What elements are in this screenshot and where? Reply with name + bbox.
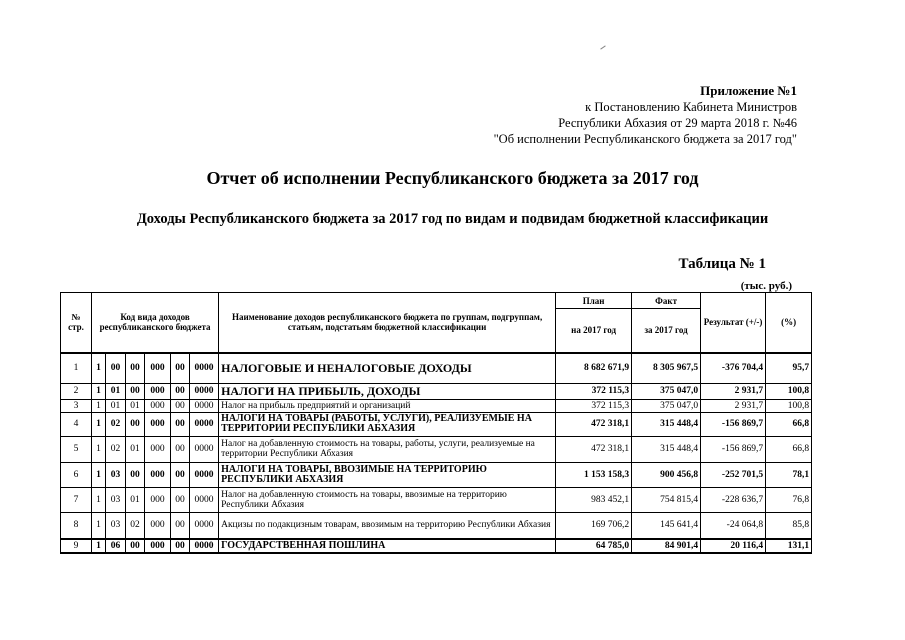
row-num: 2 <box>61 383 92 399</box>
row-plan: 169 706,2 <box>556 512 632 539</box>
code-part: 00 <box>126 462 145 487</box>
code-part: 00 <box>171 539 190 553</box>
row-fact: 375 047,0 <box>632 383 701 399</box>
row-pct: 85,8 <box>766 512 812 539</box>
code-part: 03 <box>106 487 126 512</box>
header-result: Результат (+/-) <box>701 293 766 353</box>
row-result: -156 869,7 <box>701 436 766 462</box>
row-pct: 78,1 <box>766 462 812 487</box>
code-part: 01 <box>106 399 126 412</box>
code-part: 000 <box>145 539 171 553</box>
appendix-line1: Приложение №1 <box>700 83 797 98</box>
row-pct: 100,8 <box>766 399 812 412</box>
header-code: Код вида доходов республиканского бюджета <box>92 293 219 353</box>
row-num: 1 <box>61 353 92 384</box>
income-table <box>60 292 812 554</box>
row-fact: 315 448,4 <box>632 436 701 462</box>
row-num: 9 <box>61 539 92 553</box>
table-row <box>61 512 812 539</box>
table-label: Таблица № 1 <box>678 256 766 272</box>
table-row <box>61 462 812 487</box>
row-fact: 84 901,4 <box>632 539 701 553</box>
code-part: 1 <box>92 487 106 512</box>
row-name: НАЛОГОВЫЕ И НЕНАЛОГОВЫЕ ДОХОДЫ <box>219 353 556 384</box>
header-pct: (%) <box>766 293 812 353</box>
row-name: Налог на добавленную стоимость на товары, ввозимые на территорию Республики Абхазия <box>219 487 556 512</box>
row-pct: 131,1 <box>766 539 812 553</box>
code-part: 0000 <box>190 436 219 462</box>
row-fact: 375 047,0 <box>632 399 701 412</box>
row-num: 7 <box>61 487 92 512</box>
code-part: 000 <box>145 512 171 539</box>
row-pct: 100,8 <box>766 383 812 399</box>
header-num: № стр. <box>61 293 92 353</box>
table-row <box>61 412 812 436</box>
code-part: 00 <box>171 462 190 487</box>
code-part: 00 <box>126 539 145 553</box>
table-row <box>61 399 812 412</box>
code-part: 00 <box>126 383 145 399</box>
code-part: 06 <box>106 539 126 553</box>
row-plan: 372 115,3 <box>556 383 632 399</box>
code-part: 01 <box>126 399 145 412</box>
table-row <box>61 383 812 399</box>
code-part: 01 <box>106 383 126 399</box>
document-title: Отчет об исполнении Республиканского бюджета за 2017 год <box>206 168 699 188</box>
code-part: 1 <box>92 399 106 412</box>
units-label: (тыс. руб.) <box>740 280 792 292</box>
row-plan: 472 318,1 <box>556 436 632 462</box>
row-pct: 95,7 <box>766 353 812 384</box>
header-fact: Факт <box>632 293 701 309</box>
code-part: 01 <box>126 487 145 512</box>
row-fact: 754 815,4 <box>632 487 701 512</box>
code-part: 00 <box>171 512 190 539</box>
row-name: НАЛОГИ НА ПРИБЫЛЬ, ДОХОДЫ <box>219 383 556 399</box>
row-pct: 66,8 <box>766 412 812 436</box>
code-part: 0000 <box>190 353 219 384</box>
row-plan: 372 115,3 <box>556 399 632 412</box>
row-result: -376 704,4 <box>701 353 766 384</box>
code-part: 00 <box>171 487 190 512</box>
code-part: 000 <box>145 436 171 462</box>
code-part: 000 <box>145 383 171 399</box>
code-part: 1 <box>92 539 106 553</box>
document-subtitle: Доходы Республиканского бюджета за 2017 год по видам и подвидам бюджетной классификации <box>136 211 769 227</box>
code-part: 03 <box>106 462 126 487</box>
row-name: ГОСУДАРСТВЕННАЯ ПОШЛИНА <box>219 539 556 553</box>
row-result: 20 116,4 <box>701 539 766 553</box>
row-result: -228 636,7 <box>701 487 766 512</box>
code-part: 1 <box>92 353 106 384</box>
row-fact: 315 448,4 <box>632 412 701 436</box>
appendix-block <box>494 83 797 147</box>
code-part: 03 <box>106 512 126 539</box>
row-name: НАЛОГИ НА ТОВАРЫ, ВВОЗИМЫЕ НА ТЕРРИТОРИЮ РЕСПУБЛИКИ АБХАЗИЯ <box>219 462 556 487</box>
appendix-line2: к Постановлению Кабинета Министров <box>585 100 797 114</box>
code-part: 0000 <box>190 412 219 436</box>
code-part: 1 <box>92 412 106 436</box>
scan-mark <box>600 45 605 49</box>
header-name: Наименование доходов республиканского бюджета по группам, подгруппам, статьям, подстатьям бюджетной классификации <box>219 293 556 353</box>
header-plan: План <box>556 293 632 309</box>
row-plan: 64 785,0 <box>556 539 632 553</box>
row-result: -156 869,7 <box>701 412 766 436</box>
row-result: -252 701,5 <box>701 462 766 487</box>
table-row <box>61 487 812 512</box>
row-plan: 8 682 671,9 <box>556 353 632 384</box>
code-part: 00 <box>106 353 126 384</box>
row-num: 5 <box>61 436 92 462</box>
table-row <box>61 539 812 553</box>
code-part: 00 <box>171 399 190 412</box>
row-fact: 900 456,8 <box>632 462 701 487</box>
row-fact: 8 305 967,5 <box>632 353 701 384</box>
code-part: 02 <box>106 412 126 436</box>
row-plan: 1 153 158,3 <box>556 462 632 487</box>
code-part: 00 <box>171 412 190 436</box>
table-row <box>61 353 812 384</box>
code-part: 000 <box>145 487 171 512</box>
row-name: Налог на добавленную стоимость на товары, работы, услуги, реализуемые на территории Республики Абхазия <box>219 436 556 462</box>
row-num: 8 <box>61 512 92 539</box>
code-part: 1 <box>92 383 106 399</box>
table-row <box>61 436 812 462</box>
row-num: 4 <box>61 412 92 436</box>
code-part: 000 <box>145 399 171 412</box>
code-part: 0000 <box>190 539 219 553</box>
code-part: 000 <box>145 353 171 384</box>
code-part: 0000 <box>190 462 219 487</box>
code-part: 000 <box>145 462 171 487</box>
row-name: Налог на прибыль предприятий и организаций <box>219 399 556 412</box>
appendix-line4: "Об исполнении Республиканского бюджета за 2017 год" <box>493 132 797 146</box>
row-name: Акцизы по подакцизным товарам, ввозимым на территорию Республики Абхазия <box>219 512 556 539</box>
row-fact: 145 641,4 <box>632 512 701 539</box>
code-part: 00 <box>171 353 190 384</box>
code-part: 02 <box>106 436 126 462</box>
row-result: 2 931,7 <box>701 399 766 412</box>
code-part: 00 <box>126 353 145 384</box>
code-part: 1 <box>92 462 106 487</box>
code-part: 000 <box>145 412 171 436</box>
code-part: 0000 <box>190 383 219 399</box>
header-fact-year: за 2017 год <box>632 309 701 353</box>
code-part: 00 <box>171 436 190 462</box>
header-plan-year: на 2017 год <box>556 309 632 353</box>
code-part: 1 <box>92 512 106 539</box>
row-name: НАЛОГИ НА ТОВАРЫ (РАБОТЫ, УСЛУГИ), РЕАЛИЗУЕМЫЕ НА ТЕРРИТОРИИ РЕСПУБЛИКИ АБХАЗИЯ <box>219 412 556 436</box>
row-pct: 76,8 <box>766 487 812 512</box>
row-plan: 983 452,1 <box>556 487 632 512</box>
row-result: 2 931,7 <box>701 383 766 399</box>
code-part: 00 <box>126 412 145 436</box>
row-num: 3 <box>61 399 92 412</box>
code-part: 0000 <box>190 512 219 539</box>
code-part: 0000 <box>190 487 219 512</box>
code-part: 01 <box>126 436 145 462</box>
row-result: -24 064,8 <box>701 512 766 539</box>
row-plan: 472 318,1 <box>556 412 632 436</box>
row-pct: 66,8 <box>766 436 812 462</box>
code-part: 00 <box>171 383 190 399</box>
appendix-line3: Республики Абхазия от 29 марта 2018 г. №46 <box>558 116 797 130</box>
code-part: 02 <box>126 512 145 539</box>
code-part: 0000 <box>190 399 219 412</box>
row-num: 6 <box>61 462 92 487</box>
code-part: 1 <box>92 436 106 462</box>
